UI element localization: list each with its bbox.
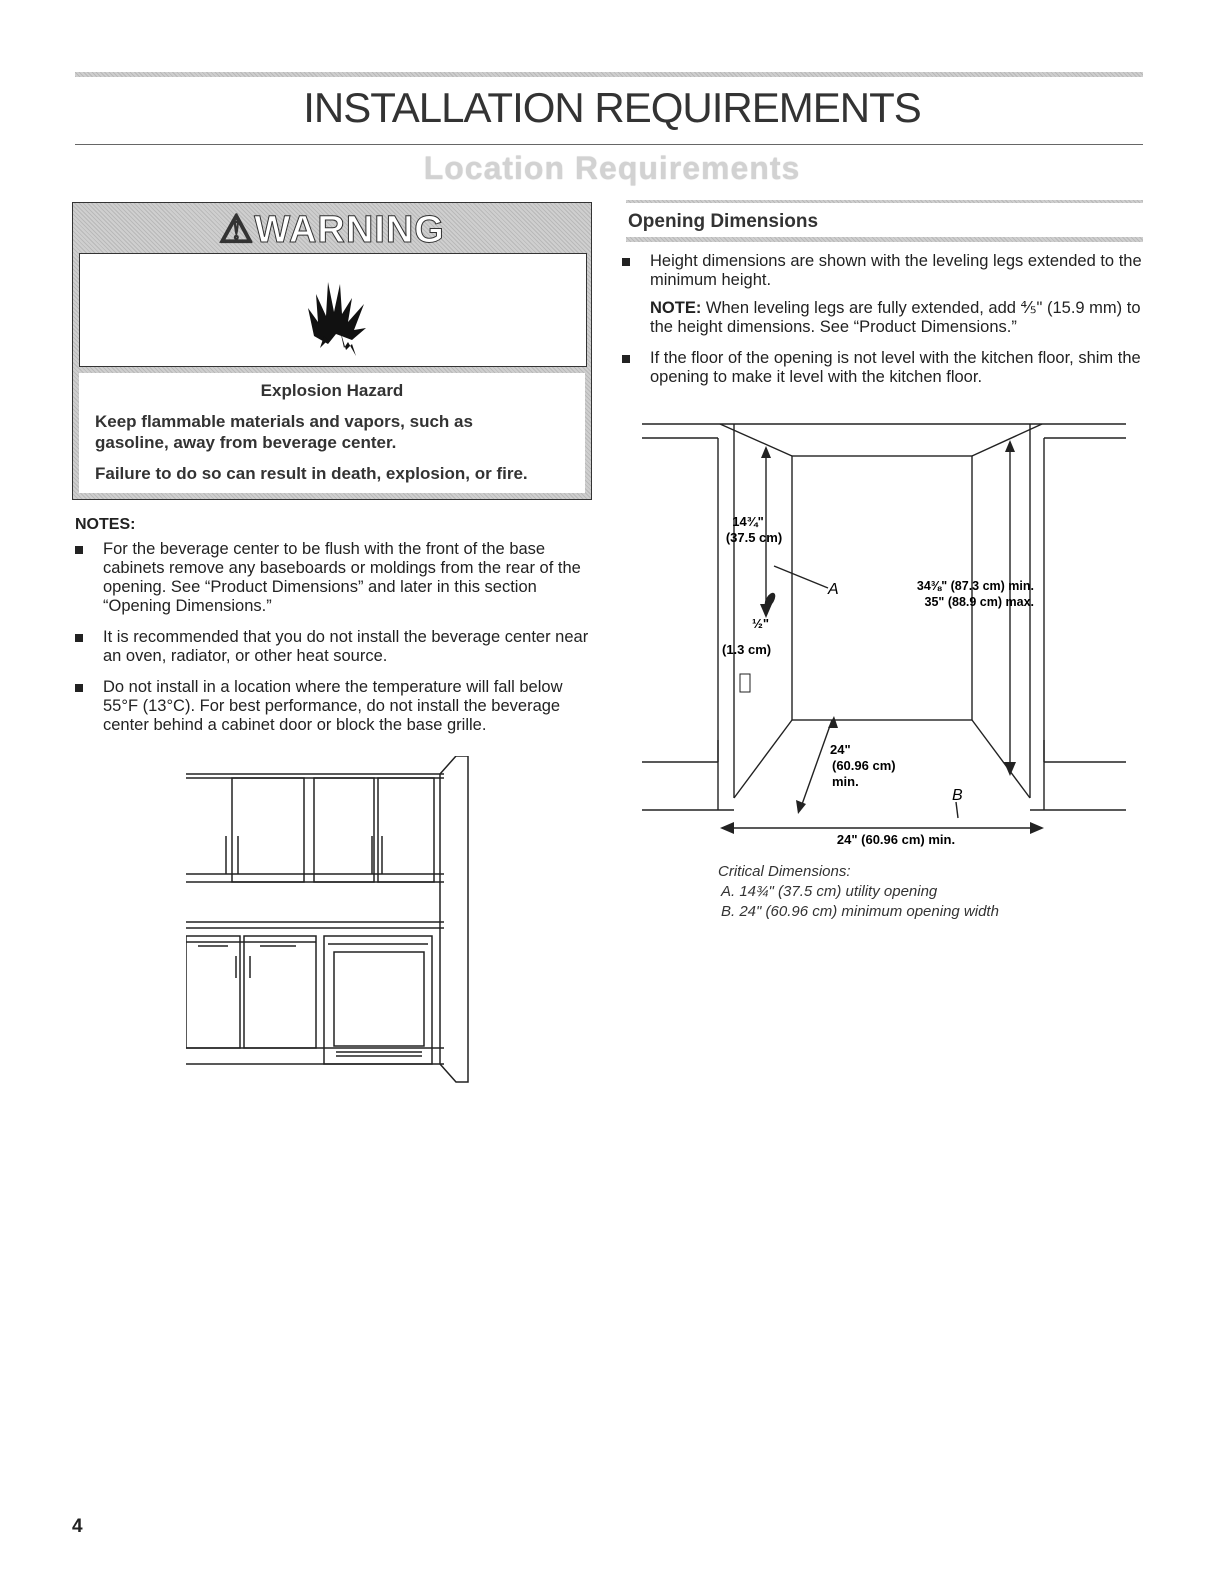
height-max: 35" (88.9 cm) max.	[924, 595, 1034, 609]
bullet-icon	[622, 258, 630, 266]
warning-box	[72, 202, 592, 500]
list-item	[75, 628, 595, 666]
note-text: For the beverage center to be flush with the front of the base cabinets remove any baseboards or moldings from the rear of the opening. See “Product Dimensions” and later in this section “Opening Dimensions.”	[103, 540, 581, 615]
hazard-consequence: Failure to do so can result in death, explosion, or fire.	[95, 464, 528, 483]
utility-height-in: 14¾"	[732, 514, 764, 529]
list-item	[622, 349, 1142, 387]
caption-item-b: B. 24" (60.96 cm) minimum opening width	[721, 903, 999, 920]
height-min: 34⅜" (87.3 cm) min.	[916, 579, 1034, 593]
depth-in: 24"	[830, 742, 851, 757]
outlet-offset-in: ½"	[752, 616, 770, 631]
note-label: NOTE:	[650, 299, 702, 317]
page-title: INSTALLATION REQUIREMENTS	[303, 84, 921, 131]
warning-body	[79, 373, 585, 493]
page-number: 4	[72, 1516, 83, 1537]
caption-item-a: A. 14¾" (37.5 cm) utility opening	[721, 883, 938, 900]
explosion-icon	[80, 254, 586, 366]
subsection-rule	[626, 237, 1143, 242]
bullet-icon	[622, 355, 630, 363]
note-text: Do not install in a location where the temperature will fall below 55°F (13°C). For best performance, do not install the beverage center behind a cabinet door or block the base grille.	[103, 678, 563, 734]
explosion-icon-area	[79, 253, 587, 367]
utility-height-cm: (37.5 cm)	[725, 530, 783, 545]
bullet-icon	[75, 546, 83, 554]
outlet-offset-cm: (1.3 cm)	[722, 642, 772, 657]
list-item	[622, 252, 1142, 337]
bullet-icon	[75, 684, 83, 692]
diagram-caption	[718, 862, 999, 922]
opening-note	[650, 299, 1142, 337]
notes-list	[75, 540, 595, 747]
section-title: Location Requirements	[423, 150, 801, 186]
depth-min: min.	[832, 774, 859, 789]
opening-text: If the floor of the opening is not level with the kitchen floor, shim the opening to make it level with the kitchen floor.	[650, 349, 1141, 386]
note-text: When leveling legs are fully extended, add ⅘" (15.9 mm) to the height dimensions. See “Product Dimensions.”	[650, 299, 1141, 336]
label-a: A	[828, 581, 839, 598]
label-b: B	[952, 787, 963, 804]
hazard-title: Explosion Hazard	[260, 381, 404, 400]
title-divider	[75, 144, 1143, 145]
bullet-icon	[75, 634, 83, 642]
opening-dimension-diagram	[640, 410, 1130, 850]
cabinet-illustration	[186, 756, 476, 1088]
warning-header	[73, 203, 591, 249]
width-dimension: 24" (60.96 cm) min.	[836, 832, 956, 847]
column-rule	[626, 200, 1143, 203]
depth-cm: (60.96 cm)	[832, 758, 896, 773]
note-text: It is recommended that you do not install the beverage center near an oven, radiator, or other heat source.	[103, 628, 589, 665]
hazard-instruction: Keep flammable materials and vapors, such as gasoline, away from beverage center.	[95, 412, 473, 452]
notes-label: NOTES:	[75, 516, 136, 533]
caption-title: Critical Dimensions:	[718, 863, 851, 880]
list-item	[75, 678, 595, 735]
outlet-icon	[740, 674, 750, 692]
warning-title: ⚠WARNING	[219, 209, 445, 251]
subsection-title: Opening Dimensions	[628, 211, 819, 232]
opening-text: Height dimensions are shown with the leveling legs extended to the minimum height.	[650, 252, 1142, 289]
header-rule	[75, 72, 1143, 77]
list-item	[75, 540, 595, 616]
opening-list	[622, 252, 1142, 399]
